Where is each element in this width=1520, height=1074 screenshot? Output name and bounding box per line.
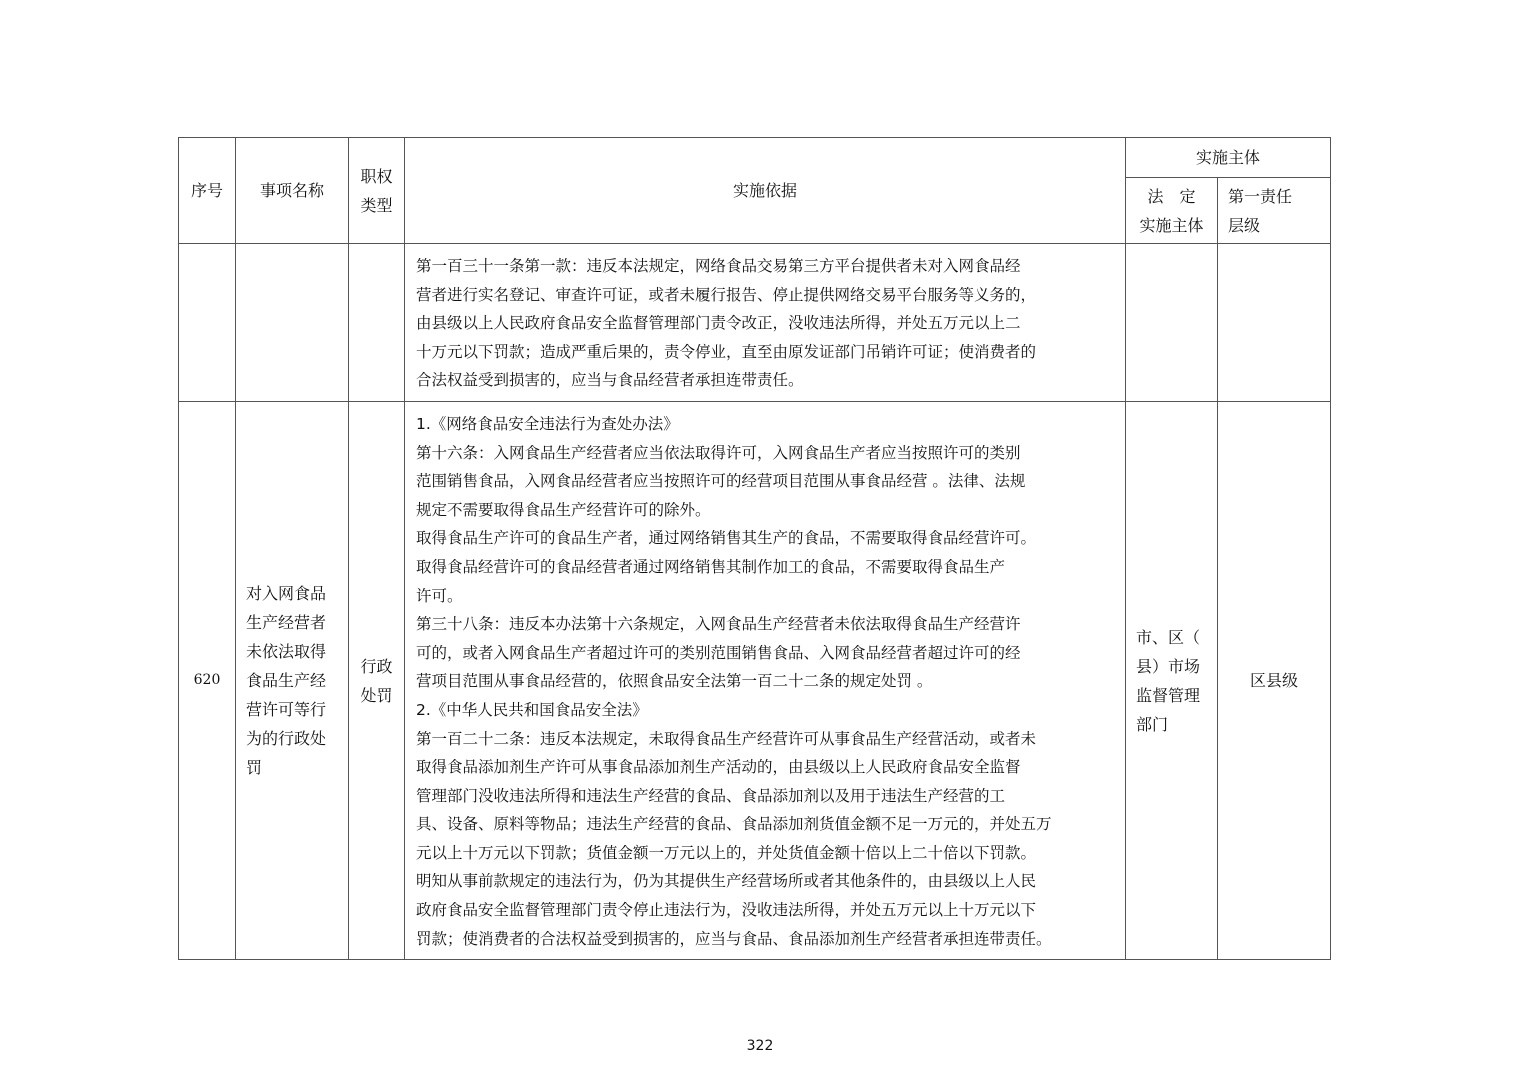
basis-line: 合法权益受到损害的，应当与食品经营者承担连带责任。 [416,371,804,390]
item-name-line: 营许可等行 [246,700,327,720]
header-legal-subject-line: 实施主体 [1139,215,1204,235]
header-item-name: 事项名称 [236,138,349,244]
basis-line: 可的，或者入网食品生产者超过许可的类别范围销售食品、入网食品经营者超过许可的经 [416,643,1021,662]
basis-line: 明知从事前款规定的违法行为，仍为其提供生产经营场所或者其他条件的，由县级以上人民 [416,872,1037,891]
item-name-line: 生产经营者 [246,613,327,633]
item-name-line: 未依法取得 [246,642,327,662]
header-responsibility-level [1218,178,1331,244]
basis-line: 第一百二十二条：违反本法规定，未取得食品生产经营许可从事食品生产经营活动，或者未 [416,729,1037,748]
item-name-line: 对入网食品 [246,584,327,604]
power-type-line: 行政 [360,656,393,676]
header-basis: 实施依据 [405,138,1126,244]
basis-line: 营者进行实名登记、审查许可证，或者未履行报告、停止提供网络交易平台服务等义务的， [416,285,1037,304]
row-seq-cell: 620 [179,401,236,959]
basis-line: 取得食品经营许可的食品经营者通过网络销售其制作加工的食品，不需要取得食品生产 [416,557,1006,576]
power-list-table [178,137,1331,960]
basis-line: 许可。 [416,586,463,605]
header-legal-subject [1126,178,1218,244]
row-type-cell [349,244,405,402]
basis-line: 管理部门没收违法所得和违法生产经营的食品、食品添加剂以及用于违法生产经营的工 [416,786,1006,805]
table-row [179,244,1331,402]
table-row [179,401,1331,959]
header-power-type-line: 类型 [360,195,393,215]
row-seq-cell [179,244,236,402]
header-level-line: 第一责任 [1228,186,1293,206]
basis-line: 第三十八条：违反本办法第十六条规定，入网食品生产经营者未依法取得食品生产经营许 [416,615,1021,634]
power-type-line: 处罚 [360,685,393,705]
page-number: 322 [746,1038,774,1054]
basis-line: 营项目范围从事食品经营的，依照食品安全法第一百二十二条的规定处罚 。 [416,672,933,691]
basis-line: 第一百三十一条第一款：违反本法规定，网络食品交易第三方平台提供者未对入网食品经 [416,257,1021,275]
basis-line: 取得食品添加剂生产许可从事食品添加剂生产活动的，由县级以上人民政府食品安全监督 [416,758,1021,777]
basis-line: 具、设备、原料等物品；违法生产经营的食品、食品添加剂货值金额不足一万元的，并处五万 [416,815,1052,834]
header-level-line: 层级 [1228,215,1261,235]
row-legal-subject-cell [1126,244,1218,402]
basis-line: 范围销售食品，入网食品经营者应当按照许可的经营项目范围从事食品经营 。法律、法规 [416,472,1026,491]
basis-line: 取得食品生产许可的食品生产者，通过网络销售其生产的食品，不需要取得食品经营许可。 [416,529,1037,548]
row-basis-cell [405,401,1126,959]
legal-subject-line: 监督管理 [1136,685,1201,705]
basis-line: 规定不需要取得食品生产经营许可的除外。 [416,500,711,519]
legal-subject-line: 部门 [1136,714,1169,734]
legal-subject-line: 县）市场 [1136,656,1201,676]
row-name-cell [236,244,349,402]
basis-line: 罚款；使消费者的合法权益受到损害的，应当与食品、食品添加剂生产经营者承担连带责任。 [416,929,1052,948]
item-name-line: 为的行政处 [246,729,327,749]
row-level-cell [1218,244,1331,402]
basis-line: 2.《中华人民共和国食品安全法》 [416,700,648,719]
row-basis-cell [405,244,1126,402]
header-power-type [349,138,405,244]
basis-line: 十万元以下罚款；造成严重后果的，责令停业，直至由原发证部门吊销许可证；使消费者的 [416,342,1037,361]
item-name-line: 食品生产经 [246,671,327,691]
header-power-type-line: 职权 [360,166,393,186]
basis-line: 由县级以上人民政府食品安全监督管理部门责令改正，没收违法所得，并处五万元以上二 [416,314,1021,333]
row-legal-subject-cell [1126,401,1218,959]
legal-subject-line: 市、区（ [1136,627,1201,647]
header-legal-subject-line: 法 定 [1147,186,1196,206]
row-name-cell [236,401,349,959]
row-level-cell: 区县级 [1218,401,1331,959]
item-name-line: 罚 [246,758,263,778]
basis-line: 1.《网络食品安全违法行为查处办法》 [416,414,679,433]
header-seq: 序号 [179,138,236,244]
row-type-cell [349,401,405,959]
header-implementing-subject: 实施主体 [1126,138,1331,178]
basis-line: 元以上十万元以下罚款；货值金额一万元以上的，并处货值金额十倍以上二十倍以下罚款。 [416,843,1037,862]
basis-line: 政府食品安全监督管理部门责令停止违法行为，没收违法所得，并处五万元以上十万元以下 [416,901,1037,920]
basis-line: 第十六条：入网食品生产经营者应当依法取得许可，入网食品生产者应当按照许可的类别 [416,443,1021,462]
